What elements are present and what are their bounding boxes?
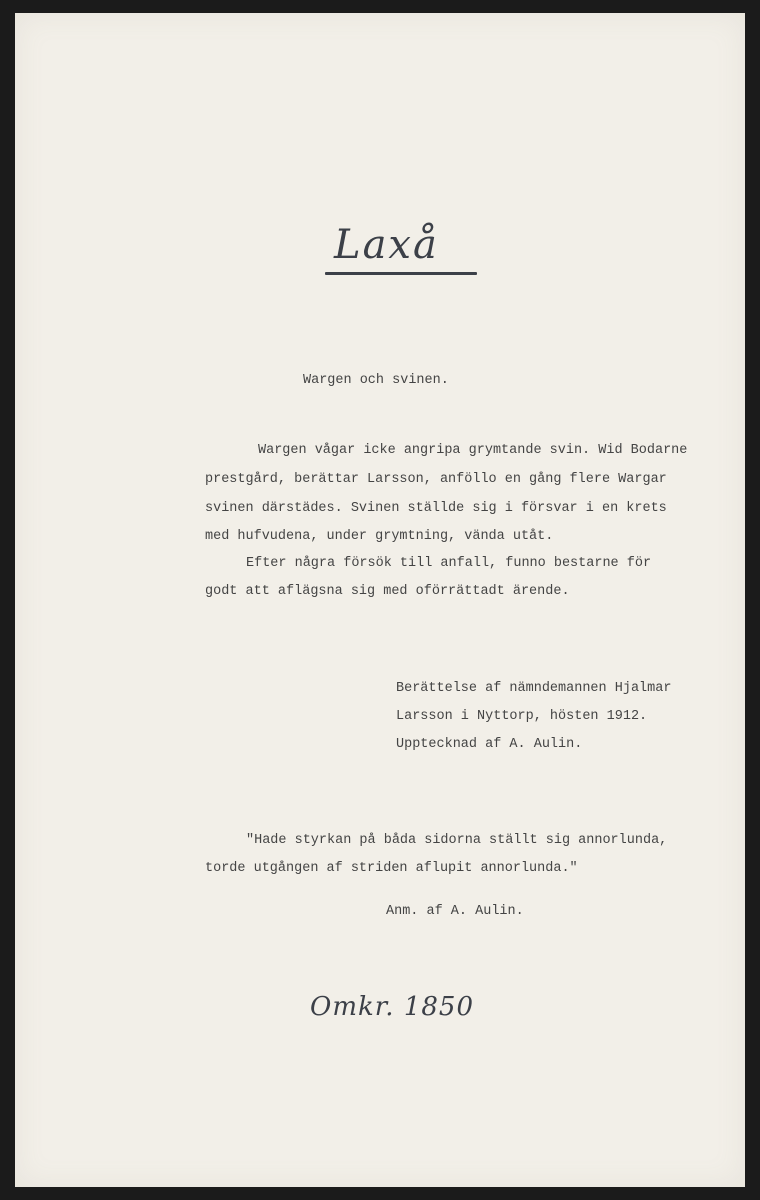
document-title: Laxå: [334, 222, 439, 268]
body-line: svinen därstädes. Svinen ställde sig i försvar i en krets: [205, 501, 667, 516]
body-line: med hufvudena, under grymtning, vända utåt.: [205, 529, 554, 544]
body-line: Efter några försök till anfall, funno bestarne för: [246, 556, 652, 571]
source-line: Berättelse af nämndemannen Hjalmar: [396, 681, 672, 696]
source-line: Upptecknad af A. Aulin.: [396, 737, 583, 752]
title-underline: [325, 272, 477, 275]
document-heading: Wargen och svinen.: [303, 373, 449, 388]
quote-line: "Hade styrkan på båda sidorna ställt sig annorlunda,: [246, 833, 668, 848]
body-line: Wargen vågar icke angripa grymtande svin. Wid Bodarne: [258, 443, 688, 458]
body-line: godt att aflägsna sig med oförrättadt ärende.: [205, 584, 570, 599]
annotation: Anm. af A. Aulin.: [386, 904, 524, 919]
source-line: Larsson i Nyttorp, hösten 1912.: [396, 709, 648, 724]
body-line: prestgård, berättar Larsson, anföllo en gång flere Wargar: [205, 472, 667, 487]
accession-note: Omkr. 1850: [310, 992, 474, 1022]
quote-line: torde utgången af striden aflupit annorlunda.": [205, 861, 578, 876]
